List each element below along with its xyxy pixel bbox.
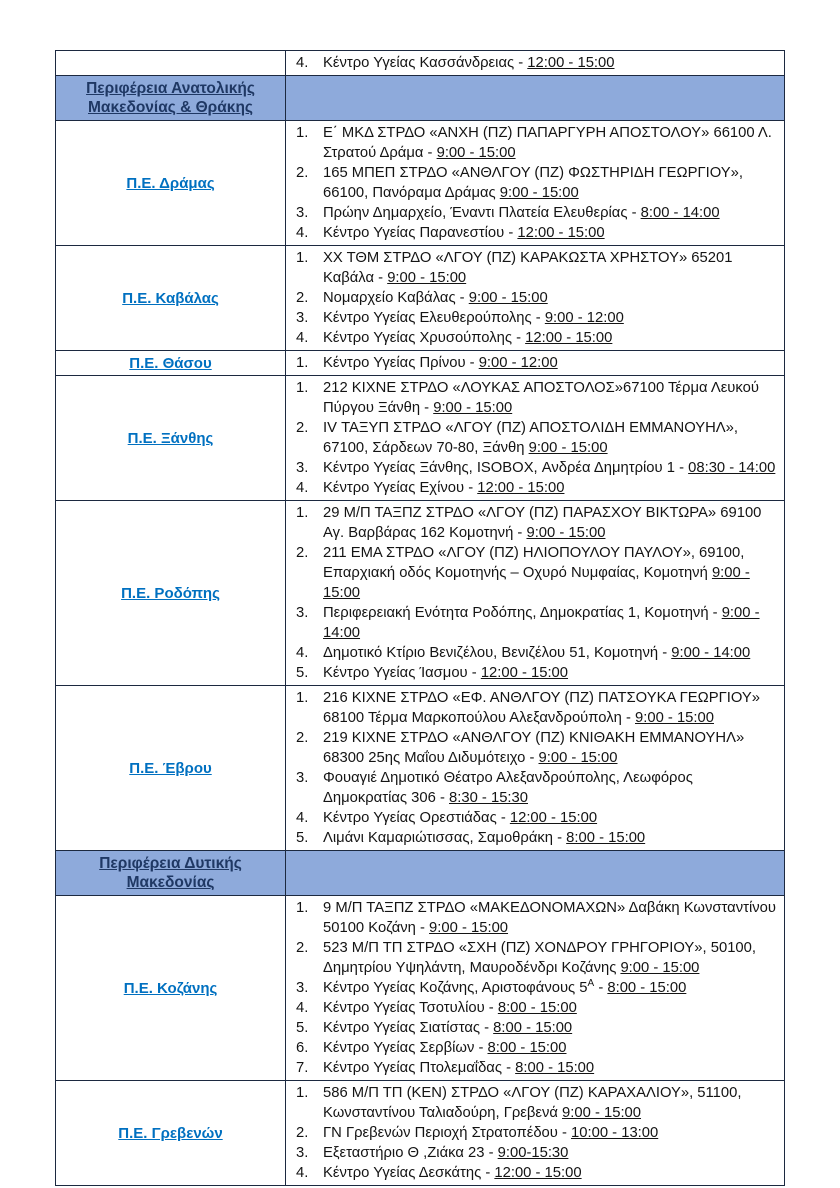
region-row xyxy=(56,376,785,501)
time-range: 9:00 - 15:00 xyxy=(620,960,700,976)
item-text xyxy=(323,123,778,163)
center-description: Κέντρο Υγείας Παρανεστίου - xyxy=(323,225,518,241)
time-range: 9:00 - 15:00 xyxy=(499,185,579,201)
region-group-header-cell xyxy=(56,76,286,121)
item-number: 4. xyxy=(296,645,309,661)
time-range: 8:00 - 15:00 xyxy=(493,1020,573,1036)
item-text xyxy=(323,478,778,498)
center-list-item xyxy=(296,808,778,828)
item-text xyxy=(323,808,778,828)
center-list-item xyxy=(296,728,778,768)
center-list-item xyxy=(296,478,778,498)
center-description: 212 ΚΙΧΝΕ ΣΤΡΔΟ «ΛΟΥΚΑΣ ΑΠΟΣΤΟΛΟΣ»67100 Τέρμα Λευκού Πύργου Ξάνθη - xyxy=(323,380,759,416)
region-label-cell xyxy=(56,501,286,686)
item-number: 2. xyxy=(296,730,309,746)
item-text xyxy=(323,353,778,373)
center-list-item xyxy=(296,768,778,808)
item-number: 3. xyxy=(296,310,309,326)
table-body xyxy=(56,51,785,1186)
item-text xyxy=(323,1038,778,1058)
item-text xyxy=(323,728,778,768)
item-number: 5. xyxy=(296,1020,309,1036)
item-text xyxy=(323,768,778,808)
item-number: 4. xyxy=(296,810,309,826)
time-range: 9:00 - 15:00 xyxy=(429,920,509,936)
item-number: 7. xyxy=(296,1060,309,1076)
center-description: 523 Μ/Π ΤΠ ΣΤΡΔΟ «ΣΧΗ (ΠΖ) ΧΟΝΔΡΟΥ ΓΡΗΓΟΡΙΟΥ», 50100, Δημητρίου Υψηλάντη, Μαυροδένδρι Κοζάνης xyxy=(323,940,757,976)
centers-list-cell xyxy=(286,851,785,896)
centers-list-cell xyxy=(286,246,785,351)
center-list-item xyxy=(296,688,778,728)
center-description: IV ΤΑΞΥΠ ΣΤΡΔΟ «ΛΓΟΥ (ΠΖ) ΑΠΟΣΤΟΛΙΔΗ ΕΜΜΑΝΟΥΗΛ», 67100, Σάρδεων 70-80, Ξάνθη xyxy=(323,420,739,456)
item-text xyxy=(323,203,778,223)
center-description: 211 ΕΜΑ ΣΤΡΔΟ «ΛΓΟΥ (ΠΖ) ΗΛΙΟΠΟΥΛΟΥ ΠΑΥΛΟΥ», 69100, Επαρχιακή οδός Κομοτηνής – Οχυρό Νυμφαίας, Κομοτηνή xyxy=(323,545,745,581)
center-description: 9 Μ/Π ΤΑΞΠΖ ΣΤΡΔΟ «ΜΑΚΕΔΟΝΟΜΑΧΩΝ» Δαβάκη Κωνσταντίνου 50100 Κοζάνη - xyxy=(323,900,776,936)
center-description: Ε΄ ΜΚΔ ΣΤΡΔΟ «ΑΝΧΗ (ΠΖ) ΠΑΠΑΡΓΥΡΗ ΑΠΟΣΤΟΛΟΥ» 66100 Λ. Στρατού Δράμα - xyxy=(323,125,772,161)
centers-list-cell xyxy=(286,1081,785,1186)
time-range: 8:00 - 14:00 xyxy=(640,205,720,221)
item-text xyxy=(323,978,778,998)
centers-list-cell xyxy=(286,686,785,851)
region-label-cell xyxy=(56,376,286,501)
center-list-item xyxy=(296,458,778,478)
center-description: 219 ΚΙΧΝΕ ΣΤΡΔΟ «ΑΝΘΛΓΟΥ (ΠΖ) ΚΝΙΘΑΚΗ ΕΜΜΑΝΟΥΗΛ» 68300 25ης Μαΐου Διδυμότειχο - xyxy=(323,730,745,766)
item-text xyxy=(323,1058,778,1078)
item-text xyxy=(323,458,778,478)
center-list-item xyxy=(296,998,778,1018)
center-description: Δημοτικό Κτίριο Βενιζέλου, Βενιζέλου 51, Κομοτηνή - xyxy=(323,645,672,661)
item-number: 1. xyxy=(296,355,309,371)
center-description: ΓΝ Γρεβενών Περιοχή Στρατοπέδου - xyxy=(323,1125,572,1141)
item-number: 4. xyxy=(296,330,309,346)
item-number: 1. xyxy=(296,1085,309,1101)
region-label: Π.Ε. Έβρου xyxy=(129,759,212,777)
time-range: 8:00 - 15:00 xyxy=(487,1040,567,1056)
center-description: 165 ΜΠΕΠ ΣΤΡΔΟ «ΑΝΘΛΓΟΥ (ΠΖ) ΦΩΣΤΗΡΙΔΗ ΓΕΩΡΓΙΟΥ», 66100, Πανόραμα Δράμας xyxy=(323,165,743,201)
center-description: Κέντρο Υγείας Σερβίων - xyxy=(323,1040,488,1056)
time-range: 9:00 - 15:00 xyxy=(635,710,714,726)
center-description: Κέντρο Υγείας Ίασμου - xyxy=(323,665,481,681)
region-label-cell xyxy=(56,686,286,851)
time-range: 12:00 - 15:00 xyxy=(527,55,615,71)
time-range: 9:00-15:30 xyxy=(497,1145,569,1161)
centers-list-cell xyxy=(286,896,785,1081)
center-list-item xyxy=(296,248,778,288)
center-list-item xyxy=(296,1018,778,1038)
center-list-item xyxy=(296,828,778,848)
region-label: Π.Ε. Γρεβενών xyxy=(118,1124,223,1142)
item-text xyxy=(323,328,778,348)
item-text xyxy=(323,308,778,328)
center-description: 216 ΚΙΧΝΕ ΣΤΡΔΟ «ΕΦ. ΑΝΘΛΓΟΥ (ΠΖ) ΠΑΤΣΟΥΚΑ ΓΕΩΡΓΙΟΥ» 68100 Τέρμα Μαρκοπούλου Αλεξανδρούπολη - xyxy=(323,690,760,726)
center-list-item xyxy=(296,898,778,938)
center-description: Εξεταστήριο Θ ,Ζιάκα 23 - xyxy=(323,1145,498,1161)
center-list-item xyxy=(296,938,778,978)
center-description: Φουαγιέ Δημοτικό Θέατρο Αλεξανδρούπολης, Λεωφόρος Δημοκρατίας 306 - xyxy=(323,770,693,806)
item-text xyxy=(323,643,778,663)
time-range: 9:00 - 12:00 xyxy=(544,310,624,326)
center-list-item xyxy=(296,643,778,663)
center-list-item xyxy=(296,223,778,243)
center-description: Κέντρο Υγείας Κοζάνης, Αριστοφάνους 5 xyxy=(323,980,588,996)
region-row xyxy=(56,351,785,376)
time-range: 12:00 - 15:00 xyxy=(517,225,605,241)
center-list-item xyxy=(296,308,778,328)
item-text xyxy=(323,53,778,73)
item-text xyxy=(323,898,778,938)
region-group-header-row xyxy=(56,76,785,121)
item-number: 4. xyxy=(296,1000,309,1016)
region-label-cell xyxy=(56,351,286,376)
item-number: 3. xyxy=(296,205,309,221)
item-number: 5. xyxy=(296,665,309,681)
item-text xyxy=(323,828,778,848)
region-group-header-cell xyxy=(56,851,286,896)
time-range: 9:00 - 15:00 xyxy=(562,1105,642,1121)
item-number: 3. xyxy=(296,605,309,621)
time-range: 9:00 - 15:00 xyxy=(433,400,513,416)
item-number: 1. xyxy=(296,380,309,396)
center-list-item xyxy=(296,1038,778,1058)
center-list-item xyxy=(296,663,778,683)
region-label-cell xyxy=(56,896,286,1081)
center-description: Κέντρο Υγείας Τσοτυλίου - xyxy=(323,1000,498,1016)
center-description: Κέντρο Υγείας Ελευθερούπολης - xyxy=(323,310,545,326)
item-number: 2. xyxy=(296,165,309,181)
item-text xyxy=(323,503,778,543)
item-text xyxy=(323,248,778,288)
item-number: 1. xyxy=(296,690,309,706)
item-text xyxy=(323,663,778,683)
center-list-item xyxy=(296,1163,778,1183)
center-list-item xyxy=(296,503,778,543)
region-label-cell xyxy=(56,51,286,76)
centers-list-cell xyxy=(286,501,785,686)
center-list-item xyxy=(296,603,778,643)
item-number: 2. xyxy=(296,1125,309,1141)
item-text xyxy=(323,418,778,458)
item-text xyxy=(323,1163,778,1183)
time-range: 9:00 - 15:00 xyxy=(526,525,606,541)
item-text xyxy=(323,998,778,1018)
time-range: 9:00 - 14:00 xyxy=(323,605,760,641)
item-text xyxy=(323,1143,778,1163)
region-row xyxy=(56,501,785,686)
item-number: 2. xyxy=(296,545,309,561)
center-description: Κέντρο Υγείας Δεσκάτης - xyxy=(323,1165,495,1181)
item-number: 4. xyxy=(296,1165,309,1181)
item-number: 3. xyxy=(296,460,309,476)
center-description: 586 Μ/Π ΤΠ (ΚΕΝ) ΣΤΡΔΟ «ΛΓΟΥ (ΠΖ) ΚΑΡΑΧΑΛΙΟΥ», 51100, Κωνσταντίνου Ταλιαδούρη, Γρεβενά xyxy=(323,1085,742,1121)
time-range: 12:00 - 15:00 xyxy=(477,480,565,496)
time-range: 9:00 - 14:00 xyxy=(671,645,751,661)
item-number: 4. xyxy=(296,480,309,496)
time-range: 9:00 - 15:00 xyxy=(528,440,608,456)
item-number: 3. xyxy=(296,980,309,996)
centers-list-cell xyxy=(286,51,785,76)
region-label: Π.Ε. Θάσου xyxy=(129,354,212,372)
region-label-cell xyxy=(56,246,286,351)
center-list-item xyxy=(296,353,778,373)
center-list-item xyxy=(296,288,778,308)
center-description: Κέντρο Υγείας Πρίνου - xyxy=(323,355,479,371)
time-range: 08:30 - 14:00 xyxy=(688,460,776,476)
center-description: Κέντρο Υγείας Ορεστιάδας - xyxy=(323,810,510,826)
item-text xyxy=(323,938,778,978)
item-number: 4. xyxy=(296,55,309,71)
item-number: 1. xyxy=(296,250,309,266)
time-range: 12:00 - 15:00 xyxy=(509,810,598,826)
region-label-cell xyxy=(56,121,286,246)
item-number: 1. xyxy=(296,505,309,521)
vaccination-centers-table xyxy=(55,50,785,1186)
item-text xyxy=(323,223,778,243)
region-row xyxy=(56,121,785,246)
address-superscript: Α xyxy=(587,978,595,990)
item-number: 5. xyxy=(296,830,309,846)
center-list-item xyxy=(296,1123,778,1143)
center-description: Κέντρο Υγείας Πτολεμαΐδας - xyxy=(323,1060,516,1076)
region-row xyxy=(56,896,785,1081)
center-description: ΧΧ ΤΘΜ ΣΤΡΔΟ «ΛΓΟΥ (ΠΖ) ΚΑΡΑΚΩΣΤΑ ΧΡΗΣΤΟΥ» 65201 Καβάλα - xyxy=(323,250,733,286)
time-range: 9:00 - 15:00 xyxy=(387,270,467,286)
region-row xyxy=(56,51,785,76)
time-range: 12:00 - 15:00 xyxy=(480,665,569,681)
region-label: Π.Ε. Ροδόπης xyxy=(121,584,220,602)
item-text xyxy=(323,1083,778,1123)
item-number: 1. xyxy=(296,125,309,141)
item-text xyxy=(323,163,778,203)
center-description: Λιμάνι Καμαριώτισσας, Σαμοθράκη - xyxy=(323,830,567,846)
center-description: Κέντρο Υγείας Εχίνου - xyxy=(323,480,478,496)
time-range: 12:00 - 15:00 xyxy=(494,1165,582,1181)
item-number: 6. xyxy=(296,1040,309,1056)
center-description: Κέντρο Υγείας Κασσάνδρειας - xyxy=(323,55,528,71)
region-label-cell xyxy=(56,1081,286,1186)
item-text xyxy=(323,1018,778,1038)
time-range: 9:00 - 12:00 xyxy=(478,355,558,371)
center-list-item xyxy=(296,1083,778,1123)
item-number: 1. xyxy=(296,900,309,916)
time-range: 8:00 - 15:00 xyxy=(566,830,646,846)
center-list-item xyxy=(296,53,778,73)
item-text xyxy=(323,288,778,308)
time-range: 9:00 - 15:00 xyxy=(323,565,750,601)
item-text xyxy=(323,1123,778,1143)
centers-list-cell xyxy=(286,76,785,121)
region-row xyxy=(56,1081,785,1186)
center-description: Κέντρο Υγείας Σιατίστας - xyxy=(323,1020,494,1036)
time-range: 12:00 - 15:00 xyxy=(525,330,613,346)
center-list-item xyxy=(296,978,778,998)
center-description: Κέντρο Υγείας Ξάνθης, ISOBOX, Ανδρέα Δημητρίου 1 - xyxy=(323,460,689,476)
region-label: Π.Ε. Κοζάνης xyxy=(123,979,218,997)
time-range: 8:00 - 15:00 xyxy=(515,1060,595,1076)
item-number: 2. xyxy=(296,940,309,956)
time-range: 9:00 - 15:00 xyxy=(436,145,516,161)
item-text xyxy=(323,543,778,603)
center-list-item xyxy=(296,123,778,163)
center-description: Περιφερειακή Ενότητα Ροδόπης, Δημοκρατίας 1, Κομοτηνή - xyxy=(323,605,722,621)
time-range: 8:00 - 15:00 xyxy=(497,1000,577,1016)
center-list-item xyxy=(296,418,778,458)
item-number: 4. xyxy=(296,225,309,241)
center-list-item xyxy=(296,1143,778,1163)
centers-list-cell xyxy=(286,351,785,376)
center-description: Πρώην Δημαρχείο, Έναντι Πλατεία Ελευθερίας - xyxy=(323,205,641,221)
item-text xyxy=(323,603,778,643)
center-description: 29 Μ/Π ΤΑΞΠΖ ΣΤΡΔΟ «ΛΓΟΥ (ΠΖ) ΠΑΡΑΣΧΟΥ ΒΙΚΤΩΡΑ» 69100 Αγ. Βαρβάρας 162 Κομοτηνή - xyxy=(323,505,762,541)
center-list-item xyxy=(296,378,778,418)
region-row xyxy=(56,686,785,851)
time-range: 9:00 - 15:00 xyxy=(468,290,548,306)
region-label: Π.Ε. Δράμας xyxy=(126,174,215,192)
center-list-item xyxy=(296,543,778,603)
region-label: Π.Ε. Καβάλας xyxy=(122,289,219,307)
description-suffix: - xyxy=(594,980,608,996)
center-list-item xyxy=(296,328,778,348)
item-number: 3. xyxy=(296,770,309,786)
region-row xyxy=(56,246,785,351)
region-label: Π.Ε. Ξάνθης xyxy=(127,429,214,447)
region-group-header-label: Περιφέρεια Δυτικής Μακεδονίας xyxy=(99,855,242,891)
time-range: 10:00 - 13:00 xyxy=(571,1125,659,1141)
center-list-item xyxy=(296,203,778,223)
centers-list-cell xyxy=(286,376,785,501)
center-list-item xyxy=(296,1058,778,1078)
center-list-item xyxy=(296,163,778,203)
item-number: 2. xyxy=(296,290,309,306)
item-number: 3. xyxy=(296,1145,309,1161)
item-text xyxy=(323,378,778,418)
center-description: Νομαρχείο Καβάλας - xyxy=(323,290,469,306)
region-group-header-label: Περιφέρεια Ανατολικής Μακεδονίας & Θράκης xyxy=(86,80,255,116)
time-range: 8:00 - 15:00 xyxy=(607,980,687,996)
center-description: Κέντρο Υγείας Χρυσούπολης - xyxy=(323,330,526,346)
item-text xyxy=(323,688,778,728)
region-group-header-row xyxy=(56,851,785,896)
time-range: 9:00 - 15:00 xyxy=(538,750,618,766)
item-number: 2. xyxy=(296,420,309,436)
centers-list-cell xyxy=(286,121,785,246)
time-range: 8:30 - 15:30 xyxy=(449,790,528,806)
